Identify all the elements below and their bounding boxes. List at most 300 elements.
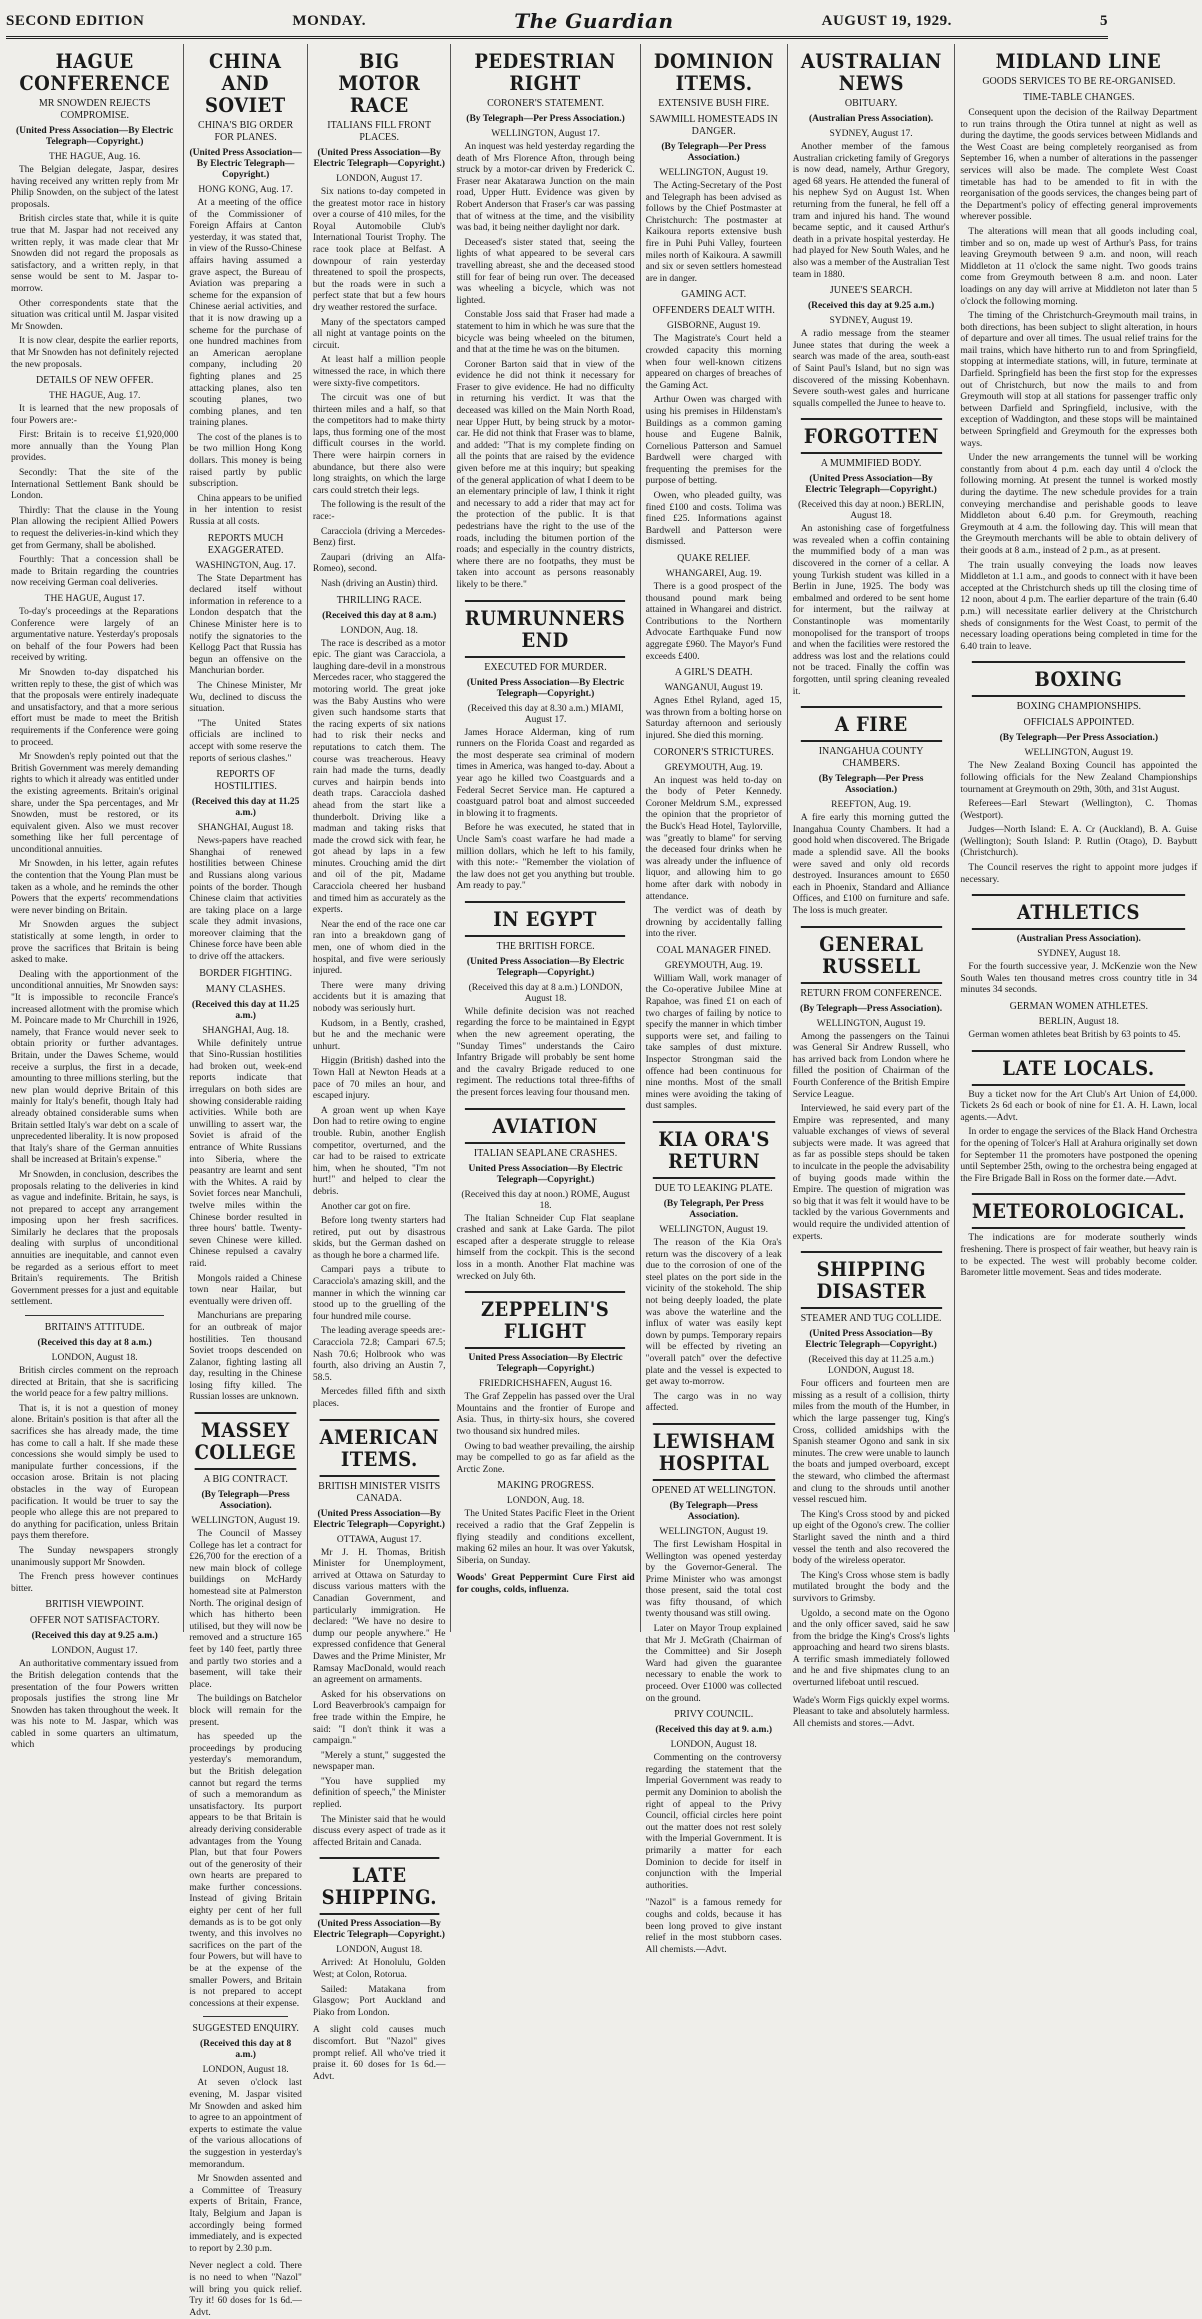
news-agency-credit: (By Telegraph—Press Association). xyxy=(800,1003,943,1014)
article-paragraph: Dealing with the apportionment of the unconditional annuities, Mr Snowden says: "It is impossible to reconcile France's increased allotment with the promise which M. Poincare made to Mr Churchill in 1926, namely, that France would never seek to obtain priority or further advantages. Britain, under the Dawes Scheme, would receive a surplus, the first in a decade, amounting to three millions sterling, but the new plan would deprive Britain of this mainly for Italy's benefit, though Italy had already obtained considerable sums when Britain settled Italy's war debt on a scale of unprecedented liberality. It is now proposed that Italy's share of the German annuities shall be increased at Britain's expense." xyxy=(11,969,179,1166)
article-headline: LEWISHAM HOSPITAL xyxy=(652,1423,775,1481)
column-4 xyxy=(451,44,640,1632)
dateline: WELLINGTON, August 19. xyxy=(659,1225,768,1235)
article-headline: METEOROLOGICAL. xyxy=(972,1193,1185,1229)
article-paragraph: There is a good prospect of the thousand pound mark being attained in Whangarei and district. Contributions to the Northern Advocate Earthquake Fund now aggregate £960. The Mayor's Fund exceeds £400. xyxy=(645,582,782,662)
article-paragraph: Asked for his observations on Lord Beaverbrook's campaign for free trade within the Empire, he said: "I don't think it was a campaign." xyxy=(312,1689,446,1747)
article-paragraph: An inquest was held yesterday regarding the death of Mrs Florence Afton, through being struck by a motor-car driven by Frederick C. Fraser near Akatarawa Junction on the main road, Upper Hutt. Evidence was given by Robert Anderson that Fraser's car was passing that of witness at the time, and the visibility was bad, it being neither daylight nor dark. xyxy=(456,142,635,234)
article-paragraph: To-day's proceedings at the Reparations Conference were largely of an argumentative nature. Yesterday's proposals on behalf of the four Powers had been received by writing. xyxy=(11,607,179,664)
article-subheading: TIME-TABLE CHANGES. xyxy=(1023,92,1135,103)
column-6 xyxy=(788,44,956,1729)
dateline: REEFTON, Aug. 19. xyxy=(831,800,911,811)
article-paragraph: The timing of the Christchurch-Greymouth mail trains, in both directions, has been subject to slight alteration, in hours of departure and over all times. The usual relief trains for the mail trains, which have hitherto run to and from Springfield, stopping at intermediate stations, will, in future, terminate at Darfield. Springfield has been the first stop for the expresses out of Christchurch, but now the mails to and from Greymouth will stop at all stations for passenger traffic only between Darfield and Springfield, inclusive, with the exception of Waddington, and these stops will be maintained between Springfield and Greymouth for the expresses both ways. xyxy=(960,311,1198,449)
article-subheading: EXTENSIVE BUSH FIRE. xyxy=(658,98,770,109)
article-subheading: SUGGESTED ENQUIRY. xyxy=(192,2023,299,2035)
news-agency-credit: (By Telegraph—Press Association). xyxy=(669,1500,758,1522)
article-subheading: EXECUTED FOR MURDER. xyxy=(484,661,607,673)
article-paragraph: Many of the spectators camped all night at vantage points on the circuit. xyxy=(312,317,446,351)
dateline: (Received this day at noon.) BERLIN, August 18. xyxy=(798,500,945,522)
article-subheading: OFFER NOT SATISFACTORY. xyxy=(29,1615,160,1627)
article-paragraph: There were many driving accidents but it is amazing that nobody was seriously hurt. xyxy=(312,980,446,1014)
article-paragraph: Mr Snowden's reply pointed out that the British Government was merely demanding rights to which it already was entitled under the existing agreements. Britain's original share, under the Spa percentages, and Mr Snowden, must be restored, or its equivalent given. Also we must recover something like her full percentage of unconditional annuities. xyxy=(11,752,179,855)
dateline: (Received this day at 8 a.m.) LONDON, August 18. xyxy=(468,982,623,1004)
article-paragraph: The Magistrate's Court held a crowded capacity this morning when four well-known citizens appeared on charges of breaches of the Gaming Act. xyxy=(645,334,782,391)
columns-container xyxy=(6,44,1198,2318)
article-subheading: THRILLING RACE. xyxy=(336,594,422,606)
article-paragraph: Zaupari (driving an Alfa-Romeo), second. xyxy=(312,552,446,575)
article-paragraph: "Merely a stunt," suggested the newspaper man. xyxy=(312,1750,446,1773)
dateline: LONDON, Aug. 18. xyxy=(340,625,418,636)
article-paragraph: The reason of the Kia Ora's return was the discovery of a leak due to the corrosion of one of the steel plates on the port side in the vicinity of the stokehold. The ship not being deeply loaded, the plate was above the waterline and the influx of water was easily kept down by pumps. Temporary repairs will be effected by riveting an "overall patch" over the defective plate and the vessel is expected to get away to-morrow. xyxy=(645,1238,782,1388)
article-paragraph: News-papers have reached Shanghai of renewed hostilities between Chinese and Russians along various points of the border. Though Chinese claim that activities are taking place on a large scale they admit invasions, moreover claiming that the Chinese force have been able to drive off the attackers. xyxy=(189,836,302,963)
article-paragraph: Before long twenty starters had retired, put out by disastrous skids, but the German dashed on as though he bore a charmed life. xyxy=(312,1216,446,1261)
article-headline: RUMRUNNERS END xyxy=(465,600,625,658)
article-paragraph: The Acting-Secretary of the Post and Telegraph has been advised as follows by the Chief Postmaster at Christchurch: The postmaster at Kaikoura reports extensive bush fire in Puhi Puhi Valley, fourteen miles north of Kaikoura. A sawmill and six or seven settlers homestead are in danger. xyxy=(645,181,782,284)
article xyxy=(456,50,634,592)
article-paragraph: Ugoldo, a second mate on the Ogono and the only officer saved, said he saw from the bridge the King's Cross's lights approaching and heard two sirens blasts. A terrific smash immediately followed and he and five shipmates clung to an overturned lifeboat until rescued. xyxy=(792,1608,950,1689)
article xyxy=(456,1480,634,1567)
news-agency-credit: United Press Association—By Electric Telegraph—Copyright.) xyxy=(468,1353,623,1375)
dateline: THE HAGUE, Aug. 16. xyxy=(49,152,141,162)
news-agency-credit: (United Press Association—By Electric Telegraph—Copyright.) xyxy=(466,956,625,978)
article-paragraph: The Minister said that he would discuss every aspect of trade as it affected Britain and Canada. xyxy=(312,1814,446,1848)
article-headline: ZEPPELIN'S FLIGHT xyxy=(465,1291,625,1349)
column-5 xyxy=(641,44,788,1955)
article-headline: A FIRE xyxy=(801,706,942,742)
article xyxy=(793,285,950,410)
article-paragraph: Four officers and fourteen men are missing as a result of a collision, thirty miles from the mouth of the Humber, in which the large passenger tug, King's Cross, collided amidships with the Spanish steamer Ogono and sank in six minutes. The crew were unable to launch the boats and jumped overboard, except the steward, who climbed the aftermast and clung to the shrouds until another vessel rescued him. xyxy=(792,1379,950,1506)
article-subheading: INANGAHUA COUNTY CHAMBERS. xyxy=(818,746,924,770)
article-headline: IN EGYPT xyxy=(465,901,625,937)
dateline: LONDON, August 17. xyxy=(51,1646,138,1657)
dateline: THE HAGUE, Aug. 17. xyxy=(49,391,141,402)
dateline: SYDNEY, August 19. xyxy=(829,316,913,327)
article xyxy=(189,50,302,529)
day-label: MONDAY. xyxy=(292,12,367,29)
article-subheading: GOODS SERVICES TO BE RE-ORGANISED. xyxy=(982,76,1176,87)
article-paragraph: The buildings on Batchelor block will remain for the present. xyxy=(189,1694,302,1728)
article-paragraph: Caracciola (driving a Mercedes-Benz) first. xyxy=(312,526,446,549)
article-paragraph: While definite decision was not reached regarding the force to be maintained in Egypt when the new agreement operating, the "Sunday Times" understands the Cairo Infantry Brigade will probably be sent home and the cavalry Brigade reduced to one regiment. The reductions total three-fifths of the present forces leaving four thousand men. xyxy=(456,1006,635,1099)
article-paragraph: For the fourth successive year, J. McKenzie won the New South Wales ten thousand metres cross country title in 34 minutes 34 seconds. xyxy=(960,962,1198,996)
advertisement: Woods' Great Peppermint Cure First aid for coughs, colds, influenza. xyxy=(456,1573,635,1595)
article-paragraph: Owen, who pleaded guilty, was fined £100 and costs. Tolima was fined £25. Informations against Bardwell and Patterson were dismissed. xyxy=(645,491,782,548)
dateline: WANGANUI, August 19. xyxy=(664,683,763,694)
dateline: SYDNEY, August 17. xyxy=(829,129,913,139)
article-subheading: REPORTS OF HOSTILITIES. xyxy=(214,769,277,793)
article-paragraph: At a meeting of the office of the Commissioner of Foreign Affairs at Canton yesterday, it was stated that, in view of the Russo-Chinese affairs having assumed a grave aspect, the Bureau of Aviation was preparing a scheme for the expansion of Chinese aerial activities, and that it is now drawing up a scheme for the purchase of one hundred machines from an American aeroplane company, including 20 fighting planes and 25 attacking planes, also ten scouting planes, two combing planes, and ten training planes. xyxy=(189,198,302,429)
article-subheading: MANY CLASHES. xyxy=(205,983,286,995)
dateline: (Received this day at noon.) ROME, August 18. xyxy=(461,1189,630,1211)
article-paragraph: Consequent upon the decision of the Railway Department to run trains through the Otira tunnel at night as well as during the daytime, the goods services between Midlands and the West Coast are being completely reorganised as from September 16, when a number of alterations in the passenger services will also be made. The complete West Coast timetable has had to be amended to fit in with the reorganisation of the goods services, the changes being part of the Department's policy of effecting general improvements wherever possible. xyxy=(960,108,1198,223)
article-paragraph: Another car got on fire. xyxy=(320,1201,411,1212)
news-agency-credit: (Received this day at 11.25 a.m.) xyxy=(191,797,300,819)
dateline: LONDON, August 18. xyxy=(202,2065,289,2076)
article-paragraph: Mr J. H. Thomas, British Minister for Unemployment, arrived at Ottawa on Saturday to discuss various matters with the Canadian Government, and particularly immigration. He declared: "We have no desire to dump our people anywhere." He expressed confidence that General Dawes and the Prime Minister, Mr Ramsay MacDonald, would reach an agreement on armaments. xyxy=(312,1547,446,1686)
dateline: BERLIN, August 18. xyxy=(1038,1017,1119,1028)
dateline: WELLINGTON, August 19. xyxy=(659,168,768,178)
dateline: GREYMOUTH, Aug. 19. xyxy=(664,960,763,971)
article-headline: LATE SHIPPING. xyxy=(320,1857,439,1915)
article-paragraph: The Graf Zeppelin has passed over the Ural Mountains and the frontier of Europe and Asia. Thus, in thirty-six hours, she covered two thousand six hundred miles. xyxy=(456,1392,635,1437)
article xyxy=(646,50,782,285)
article xyxy=(793,1251,950,1689)
column-3 xyxy=(308,44,452,2082)
news-agency-credit: (United Press Association—By Electric Telegraph—Copyright.) xyxy=(16,126,174,147)
divider xyxy=(203,2016,288,2017)
article-paragraph: The train usually conveying the loads now leaves Middleton at 1.1 a.m., and goods to connect with it have been accepted at the Christchurch sheds up till the closing time of 12 noon, about 4 p.m. The earlier departure of the train (6.40 p.m.) will necessitate earlier delivery at the Christchurch sheds of consignments for the West Coast, to permit of the necessary loading operations being completed in time for the 6.40 train to leave. xyxy=(960,560,1198,652)
advertisement: A slight cold causes much discomfort. But "Nazol" gives prompt relief. All who've tried it praise it. 60 doses for 1s 6d.—Advt. xyxy=(312,2025,446,2082)
article-paragraph: China appears to be unified in her intention to resist Russia at all costs. xyxy=(189,493,302,528)
article-subheading: BOXING CHAMPIONSHIPS. xyxy=(1016,701,1142,713)
article xyxy=(189,1732,302,2010)
dateline: OTTAWA, August 17. xyxy=(336,1534,422,1545)
dateline: LONDON, Aug. 18. xyxy=(506,1496,585,1507)
news-agency-credit: (Australian Press Association). xyxy=(1016,934,1141,945)
article xyxy=(313,1419,446,1850)
article-paragraph: James Horace Alderman, king of rum runners on the Florida Coast and regarded as the most desperate sea criminal of modern times in America, was hanged to-day. About a year ago he killed two Coastguards and a Federal Secret Service man. He captured a coastguard patrol boat and almost succeeded in blowing it to fragments. xyxy=(456,727,635,819)
news-agency-credit: (Australian Press Association). xyxy=(809,114,934,124)
article-subheading: MR SNOWDEN REJECTS COMPROMISE. xyxy=(38,98,151,121)
article-headline: CHINA AND SOVIET xyxy=(205,49,286,117)
edition-label: SECOND EDITION xyxy=(6,12,145,29)
article-subheading: ITALIANS FILL FRONT PLACES. xyxy=(327,120,432,143)
article-headline: MASSEY COLLEGE xyxy=(195,1412,296,1470)
article-paragraph: The State Department has declared itself without information in reference to a London despatch that the Chinese Minister here is to notify the signatories to the Kellogg Pact that Russia has begun an offensive on the Manchurian border. xyxy=(189,573,302,677)
article-paragraph: Later on Mayor Troup explained that Mr J. McGrath (Chairman of the Committee) and Sir Joseph Ward had given the guarantee necessary to enable the work to proceed. Over £1000 was collected on the ground. xyxy=(645,1624,782,1704)
article-subheading: JUNEE'S SEARCH. xyxy=(829,285,913,297)
article-subheading: BRITAIN'S ATTITUDE. xyxy=(44,1322,145,1334)
dateline: LONDON, August 17. xyxy=(336,174,423,184)
article-paragraph: Interviewed, he said every part of the Empire was represented, and many valuable exchanges of views of several subjects were made. It was agreed that as far as possible steps should be taken to inculcate in the people the advisability of buying goods made within the Empire. The question of migration was so big that it was felt it would have to be tackled by the various Governments and would require the undivided attention of experts. xyxy=(792,1104,950,1242)
article-headline: KIA ORA'S RETURN xyxy=(652,1121,775,1179)
article-paragraph: A groan went up when Kaye Don had to retire owing to engine trouble. Rubin, another English competitor, overturned, and the car had to be raised to extricate him, when he shouted, "I'm not hurt!" and helped to clear the debris. xyxy=(312,1105,446,1197)
news-agency-credit: (By Telegraph—Per Press Association.) xyxy=(661,142,767,163)
dateline: (Received this day at 8.30 a.m.) MIAMI, August 17. xyxy=(467,703,624,725)
article xyxy=(793,418,950,698)
article-paragraph: While definitely untrue that Sino-Russian hostilities had broken out, week-end reports indicate that irregulars on both sides are showing considerable raiding activities. While both are unwilling to assert war, the Soviet is afraid of the entrance of White Russians into Siberia, where the peasantry are learnt and sent with the Whites. A raid by Soviet forces near Manchuli, twelve miles within the Chinese border resulted in three hours' battle. Twenty-seven Chinese were killed. Chinese repulsed a cavalry raid. xyxy=(189,1038,302,1269)
article xyxy=(960,1050,1197,1186)
article xyxy=(189,769,302,964)
dateline: WELLINGTON, August 19. xyxy=(659,1526,768,1537)
dateline: LONDON, August 18. xyxy=(51,1353,138,1364)
dateline: LONDON, August 18. xyxy=(670,1740,757,1751)
article-paragraph: It is now clear, despite the earlier reports, that Mr Snowden has not definitely rejected the new proposals. xyxy=(11,336,179,370)
dateline: WELLINGTON, August 19. xyxy=(1024,748,1134,759)
article-paragraph: William Wall, work manager of the Co-operative Jubilee Mine at Rapahoe, was fined £1 on each of two charges of failing by notice to specify the manner in which timber supports were set, and failing to take samples of dust mixture. Inspector Strongman said the offence had been continuous for nine months. Most of the small mines were avoiding the taking of dust samples. xyxy=(645,973,782,1112)
article-headline: FORGOTTEN xyxy=(801,418,942,454)
article-subheading: GAMING ACT. xyxy=(681,289,747,301)
article-paragraph: Fourthly: That a concession shall be made to Britain regarding the countries now receiving German coal deliveries. xyxy=(11,555,179,589)
article-subheading: COAL MANAGER FINED. xyxy=(656,944,771,956)
article xyxy=(646,747,782,941)
article-paragraph: German women athletes beat British by 63 points to 45. xyxy=(968,1030,1181,1041)
article-paragraph: Under the new arrangements the tunnel will be working constantly from about 4 p.m. each day until 4 o'clock the following morning. At present the tunnel is worked mostly during the daytime. The new schedule provides for a train conveying merchandise and perishable goods to leave Middleton about 6.40 p.m. for Greymouth, reaching Greymouth at 4 a.m. the following day. This will mean that the Greymouth merchants will be able to obtain delivery of their goods at 8 a.m., instead of 2 p.m., as at present. xyxy=(960,453,1198,556)
article-subheading: BRITISH MINISTER VISITS CANADA. xyxy=(318,1480,441,1504)
article xyxy=(960,50,1197,653)
article-paragraph: The cargo was in no way affected. xyxy=(645,1391,782,1414)
article-paragraph: Nash (driving an Austin) third. xyxy=(320,579,438,589)
news-agency-credit: (Received this day at 9.25 a.m.) xyxy=(808,301,935,312)
article xyxy=(189,1412,302,1729)
article-paragraph: The verdict was of death by drowning by accidentally falling into the river. xyxy=(645,906,782,940)
article-subheading: GERMAN WOMEN ATHLETES. xyxy=(1009,1001,1149,1013)
article-paragraph: Mongols raided a Chinese town near Hailar, but eventually were driven off. xyxy=(189,1273,302,1307)
dateline: SHANGHAI, Aug. 18. xyxy=(202,1025,290,1036)
article-headline: BIG MOTOR RACE xyxy=(338,49,421,117)
article-paragraph: Before he was executed, he stated that in Uncle Sam's coast warfare he had made a million dollars, which he left to his family, with this note:- "Remember the violation of the law does not get you anything but trouble. Am ready to pay." xyxy=(456,823,635,892)
article-paragraph: At least half a million people witnessed the race, in which there were sixty-five competitors. xyxy=(312,355,446,389)
article-subheading: DUE TO LEAKING PLATE. xyxy=(654,1183,773,1194)
article-paragraph: Mr Snowden, in conclusion, describes the proposals relating to the deliveries in kind as vague and indefinite. Britain, he says, is not prepared to accept any arrangement imposing upon her fresh sacrifices. Similarly he declares that the proposals dealing with surplus of unconditional annuities are inequitable, and cannot even be regarded as a serious effort to meet Britain's requirements. The British Government presses for a just and equitable settlement. xyxy=(11,1169,179,1308)
article-paragraph: The leading average speeds are:- Caracciola 72.8; Campari 67.5; Nash 70.6; Holbrook who was fourth, also driving an Austin 7, 58.5. xyxy=(312,1326,446,1383)
article xyxy=(313,1857,446,2019)
news-agency-credit: (Received this day at 11.25 a.m.) xyxy=(191,999,300,1021)
article-subheading: ITALIAN SEAPLANE CRASHES. xyxy=(473,1147,618,1159)
article xyxy=(11,1322,178,1595)
news-agency-credit: (Received this day at 9.25 a.m.) xyxy=(31,1631,158,1642)
article-paragraph: The Belgian delegate, Jaspar, desires having received any written reply from Mr Philip Snowden, on the subject of the latest proposals. xyxy=(11,165,179,210)
article xyxy=(960,1193,1197,1279)
article-paragraph: The King's Cross whose stem is badly mutilated brought the body and the survivors to Grimsby. xyxy=(792,1570,950,1604)
column-2 xyxy=(184,44,308,2318)
article-subheading: BORDER FIGHTING. xyxy=(199,967,293,979)
article-paragraph: It is learned that the new proposals of four Powers are:- xyxy=(11,404,179,426)
article-subheading: STEAMER AND TUG COLLIDE. xyxy=(800,1313,942,1325)
article-subheading: CORONER'S STRICTURES. xyxy=(653,746,774,758)
article-subheading: DETAILS OF NEW OFFER. xyxy=(36,375,154,387)
article-paragraph: The first Lewisham Hospital in Wellington was opened yesterday by the Governor-General. The Prime Minister who was amongst those present, said the total cost was fifty thousand, of which twenty thousand was still owing. xyxy=(645,1539,782,1620)
article xyxy=(11,594,178,1309)
article-paragraph: Mr Snowden argues the subject statistically at some length, in order to prove the sacrifices that Britain is being asked to make. xyxy=(11,920,179,966)
article-subheading: A MUMMIFIED BODY. xyxy=(820,458,922,470)
article xyxy=(646,1121,782,1415)
article xyxy=(189,968,302,1404)
article-paragraph: has speeded up the proceedings by producing yesterday's memorandum, but the British delegation cannot but regard the terms of such a memorandum as unsatisfactory. Its purport appears to be that Britain is already deriving considerable advantages from the Young Plan, but that four Powers out of the generosity of their own hearts are prepared to make further concessions. Instead of giving Britain eighty per cent of her full demands as is to be got only twenty, and this involves no sacrifices on the part of the four Powers, but will have to be at the expense of the smaller Powers, and Britain is not prepared to accept concessions at their expense. xyxy=(189,1732,302,2009)
article-paragraph: In order to engage the services of the Black Hand Orchestra for the opening of Tolcer's Hall at Arahura originally set down for September 11 the promoters have postponed the opening until September 25th, owing to the orchestra being engaged at the Fire Brigade Ball in Ross on the former date.—Advt. xyxy=(960,1127,1198,1184)
article xyxy=(189,2023,302,2255)
article-paragraph: The King's Cross stood by and picked up eight of the Ogono's crew. The collier Starlight saved the ninth and a third vessel the tenth and also recovered the body of the wireless operator. xyxy=(792,1509,950,1567)
article-paragraph: Kudsom, in a Bently, crashed, but he and the mechanic were unhurt. xyxy=(312,1018,446,1052)
article xyxy=(313,50,446,591)
news-agency-credit: (By Telegraph, Per Press Association. xyxy=(663,1199,764,1220)
article-headline: AVIATION xyxy=(465,1108,625,1144)
article-subheading: OFFICIALS APPOINTED. xyxy=(1023,717,1135,729)
article-subheading: CHINA'S BIG ORDER FOR PLANES. xyxy=(198,120,294,143)
article xyxy=(189,533,302,766)
dateline: THE HAGUE, August 17. xyxy=(44,594,145,604)
article-paragraph: The indications are for moderate southerly winds freshening. There is prospect of fair weather, but heavy rain is to be expected. The west will probably become colder. Barometer little movement. Seas and tides moderate. xyxy=(960,1233,1198,1279)
article-headline: GENERAL RUSSELL xyxy=(801,926,942,984)
news-agency-credit: (Received this day at 9. a.m.) xyxy=(655,1725,772,1736)
news-agency-credit: (United Press Association—By Electric Telegraph—Copyright.) xyxy=(189,148,302,180)
dateline: LONDON, August 18. xyxy=(336,1945,423,1956)
article xyxy=(793,926,950,1244)
dateline: WASHINGTON, Aug. 17. xyxy=(195,560,296,571)
article-paragraph: An authoritative commentary issued from the British delegation contends that the presentation of the four Powers written proposals justifies the strong line Mr Snowden has taken throughout the week. It was his note to M. Jaspar, which was cabled in some quarters an ultimatum, which xyxy=(11,1659,179,1751)
news-agency-credit: (By Telegraph—Per Press Association.) xyxy=(818,774,924,796)
advertisement: Wade's Worm Figs quickly expel worms. Pleasant to take and absolutely harmless. All chemists and stores.—Advt. xyxy=(792,1695,950,1729)
article-subheading: BRITISH VIEWPOINT. xyxy=(45,1599,144,1611)
article-paragraph: Mr Snowden, in his letter, again refutes the contention that the Young Plan must be taken as a whole, and he reminds the other Powers that the experts' recommendations were never binding on Britain. xyxy=(11,859,179,916)
news-agency-credit: (United Press Association—By Electric Telegraph—Copyright.) xyxy=(466,677,625,699)
advertisement: "Nazol" is a famous remedy for coughs and colds, because it has been long proved to give instant relief in the most stubborn cases. All chemists.—Advt. xyxy=(645,1898,782,1955)
article xyxy=(646,1709,782,1892)
article-paragraph: Another member of the famous Australian cricketing family of Gregorys is now dead, namely, Arthur Gregory, aged 68 years. He attended the funeral of his nephew Syd on August 1st. When returning from the funeral, he fell off a tram and injured his hand. The wound became septic, and it caused Arthur's death in a private hospital yesterday. He had played for New South Wales, and he also was a member of the Australian Test team in 1880. xyxy=(792,142,950,280)
article-paragraph: The Council reserves the right to appoint more judges if necessary. xyxy=(960,863,1198,885)
article xyxy=(646,667,782,742)
article-paragraph: Commenting on the controversy regarding the statement that the Imperial Government was ready to permit any Dominion to abolish the right of appeal to the Privy Council, official circles here point out the matter does not rest solely with the Imperial Government. It is primarily a matter for each Dominion to decide for itself in conjunction with the Imperial authorities. xyxy=(645,1753,782,1891)
article xyxy=(646,553,782,663)
article-paragraph: Manchurians are preparing for an outbreak of major hostilities. Ten thousand Soviet troops descended on Zalanor, fighting lasting all day, resulting in the Chinese losing fifty killed. The Russian losses are unknown. xyxy=(189,1311,302,1403)
news-agency-credit: United Press Association—By Electric Telegraph—Copyright.) xyxy=(468,1163,623,1185)
article xyxy=(456,1291,634,1476)
news-agency-credit: (Received this day at 8 a.m.) xyxy=(322,610,437,621)
article-paragraph: Secondly: That the site of the International Settlement Bank should be London. xyxy=(11,468,179,502)
article xyxy=(793,706,950,917)
article xyxy=(646,1423,782,1705)
article-paragraph: Other correspondents state that the situation was critical until M. Jaspar visited Mr Snowden. xyxy=(11,298,179,332)
article-paragraph: British circles state that, while it is quite true that M. Jaspar had not received any written reply, it was made clear that Mr Snowden did not regard the proposals as satisfactory, and a written reply, in that sense would be sent to M. Jaspar to-morrow. xyxy=(11,214,179,294)
masthead xyxy=(6,6,1108,39)
article-paragraph: The alterations will mean that all goods including coal, timber and so on, made up west of Arthur's Pass, for trains leaving Greymouth between 9 a.m. and noon, will reach Middleton at 11 o'clock the same night. Two goods trains come from Greymouth between 8 a.m. and noon. Later loadings on any day will arrive at Middleton not later than 5 o'clock the following morning. xyxy=(960,226,1198,307)
article-paragraph: Among the passengers on the Tainui was General Sir Andrew Russell, who has arrived back from London where he filled the position of Chairman of the Fourth Conference of the British Empire Service League. xyxy=(792,1031,950,1100)
news-agency-credit: (United Press Association—By Electric Telegraph—Copyright.) xyxy=(313,148,445,169)
article-subheading: RETURN FROM CONFERENCE. xyxy=(800,987,942,999)
article-paragraph: The Italian Schneider Cup Flat seaplane crashed and sank at Lake Garda. The pilot escaped after a desperate struggle to release himself from the cockpit. This is the second loss in a month. Another Flat machine was wrecked on July 6th. xyxy=(456,1213,635,1282)
news-agency-credit: (By Telegraph—Per Press Association.) xyxy=(999,733,1159,744)
date-label: AUGUST 19, 1929. xyxy=(821,12,952,29)
page-number: 5 xyxy=(1100,12,1108,29)
article-paragraph: Coroner Barton said that in view of the evidence he did not think it necessary for Fraser to give evidence. He had no difficulty in returning his verdict. It was that the deceased was killed on the Main North Road, near Upper Hutt, by being struck by a motor-car. He did not think that Fraser was to blame, and added: "That is my complete finding on all the points that are raised by the evidence given before me at this inquiry; but speaking of the general application of what I deem to be an elementary principle of law, I think it right and necessary to add a rider that may act for the protection of the public. It is that pedestrians have the right to the use of the roads, including the bitumen portion of the roads; and especially in the country districts, where there are no footpaths, they must be taken into account as persons reasonably likely to be there." xyxy=(456,359,635,590)
article-headline: SHIPPING DISASTER xyxy=(801,1251,942,1309)
dateline: (Received this day at 11.25 a.m.) LONDON, August 18. xyxy=(808,1355,934,1377)
article-headline: BOXING xyxy=(972,661,1185,697)
news-agency-credit: (By Telegraph—Press Association). xyxy=(201,1490,290,1512)
article-paragraph: Agnes Ethel Ryland, aged 15, was thrown from a bolting horse on Saturday afternoon and seriously injured. She died this morning. xyxy=(645,696,782,741)
article-paragraph: The cost of the planes is to be two million Hong Kong dollars. This money is being raised partly by public subscription. xyxy=(189,432,302,490)
dateline: GREYMOUTH, Aug. 19. xyxy=(664,762,763,773)
article-paragraph: An inquest was held to-day on the body of Peter Kennedy. Coroner Meldrum S.M., expressed the opinion that the proprietor of the Buck's Head Hotel, Taylorville, was "greatly to blame" for serving the deceased four drinks when he was already under the influence of liquor, and allowing him to go home after dark with nobody in attendance. xyxy=(645,775,782,902)
dateline: WELLINGTON, August 19. xyxy=(816,1018,926,1029)
article-subheading: OFFENDERS DEALT WITH. xyxy=(652,305,775,317)
column-1 xyxy=(6,44,184,1751)
column-7 xyxy=(955,44,1202,1632)
article-headline: ATHLETICS xyxy=(972,894,1185,930)
article-subheading: OBITUARY. xyxy=(844,98,898,109)
news-agency-credit: (United Press Association—By Electric Telegraph—Copyright.) xyxy=(805,474,937,496)
article xyxy=(646,289,782,549)
article-subheading: PRIVY COUNCIL. xyxy=(674,1709,754,1721)
article-headline: DOMINION ITEMS. xyxy=(653,49,774,95)
article-headline: AUSTRALIAN NEWS xyxy=(800,49,942,95)
article-paragraph: An astonishing case of forgetfulness was revealed when a coffin containing the mummified body of a man was discovered in the corner of a cellar. A young Turkish student was killed in a Berlin in June, 1925. The body was embalmed and ordered to be sent home for interment, but the railway at Constantinople was momentarily monopolised for the transport of troops and when the facilities were restored the address was lost and the relations could not be traced. Finally the coffin was forgotten, until spring cleaning revealed it. xyxy=(792,524,950,697)
article-paragraph: Near the end of the race one car ran into a breakdown gang of men, one of whom died in the hospital, and five were seriously injured. xyxy=(312,919,446,977)
article-paragraph: Arthur Owen was charged with using his premises in Hildenstam's Buildings as a common gaming house and Eugene Balnik, Cornelious Patterson and Samuel Bardwell were charged with frequenting the premises for the purpose of betting. xyxy=(645,395,782,487)
dateline: GISBORNE, August 19. xyxy=(666,321,761,332)
news-agency-credit: (By Telegraph—Per Press Association.) xyxy=(466,114,625,124)
dateline: WHANGAREI, Aug. 19. xyxy=(665,569,762,580)
article-paragraph: Judges—North Island: E. A. Cr (Auckland), B. A. Guise (Wellington); South Island: P. Rutlin (Otago), D. Baybutt (Christchurch). xyxy=(960,825,1198,859)
article-subheading: CORONER'S STATEMENT. xyxy=(487,98,605,109)
article-paragraph: The circuit was one of but thirteen miles and a half, so that the competitors had to make thirty laps, thus forming one of the most difficult courses in the world. There were hairpin corners in abundance, but there also were long straights, on which the large cars could stretch their legs. xyxy=(312,393,446,496)
article-headline: PEDESTRIAN RIGHT xyxy=(474,49,617,95)
article xyxy=(11,50,178,371)
article xyxy=(11,375,178,590)
article-paragraph: Deceased's sister stated that, seeing the lights of what appeared to be several cars travelling abreast, she and the deceased stood still for fear of being run over. The deceased was wheeling a bicycle, which was not lighted. xyxy=(456,237,635,306)
advertisement: Never neglect a cold. There is no need to when "Nazol" will bring you quick relief. Try it! 60 doses for 1s 6d.—Advt. xyxy=(189,2261,302,2318)
article-paragraph: Mercedes filled fifth and sixth places. xyxy=(312,1387,446,1409)
article-headline: LATE LOCALS. xyxy=(972,1050,1185,1086)
dateline: HONG KONG, Aug. 17. xyxy=(198,185,293,195)
article-paragraph: The New Zealand Boxing Council has appointed the following officials for the New Zealand Championships tournament at Greymouth on 29th, 30th, and 31st August. xyxy=(960,761,1198,795)
news-agency-credit: (Received this day at 8 a.m.) xyxy=(199,2039,292,2061)
article xyxy=(960,1001,1197,1042)
article-paragraph: British circles comment on the reproach directed at Britain, that she is sacrificing the world peace for a few paltry millions. xyxy=(11,1366,179,1400)
article-paragraph: A fire early this morning gutted the Inangahua County Chambers. It had a good hold when discovered. The Brigade made a splendid save. All the books were saved and only old records destroyed. Insurances amount to £650 each in Phoenix, Standard and Alliance Offices, and £100 on furniture and safe. The loss is much greater. xyxy=(792,813,950,916)
article-paragraph: Owing to bad weather prevailing, the airship may be compelled to go as far afield as the Arctic Zone. xyxy=(456,1441,635,1475)
article-paragraph: Referees—Earl Stewart (Wellington), C. Thomas (Westport). xyxy=(960,799,1198,821)
article-headline: AMERICAN ITEMS. xyxy=(320,1419,439,1477)
article-paragraph: "The United States officials are inclined to accept with some reserve the reports of serious clashes." xyxy=(189,718,302,764)
article-paragraph: Buy a ticket now for the Art Club's Art Union of £4,000. Tickets 2s 6d each or book of nine for £1. A. H. Lawn, local agents.—Advt. xyxy=(960,1089,1198,1123)
dateline: SHANGHAI, August 18. xyxy=(197,823,294,834)
article-paragraph: The Council of Massey College has let a contract for £26,700 for the erection of a new main block of college buildings on McHardy homestead site at Palmerston North. The original design of which has hitherto been utilised, but they will now be removed and a structure 165 feet by 140 feet, partly three and partly two stories and a basement, will take their place. xyxy=(189,1529,302,1690)
dateline: FRIEDRICHSHAFEN, August 16. xyxy=(479,1379,613,1390)
article-subheading: OPENED AT WELLINGTON. xyxy=(651,1484,776,1496)
article xyxy=(960,661,1197,886)
article-paragraph: Six nations to-day competed in the greatest motor race in history over a course of 410 miles, for the Royal Automobile Club's International Tourist Trophy. The race took place at Belfast. A downpour of rain yesterday threatened to spoil the prospects, but the roads were in such a perfect state that but a few hours dry weather restored the surface. xyxy=(312,187,446,313)
article-subheading: THE BRITISH FORCE. xyxy=(496,940,595,952)
article xyxy=(456,600,634,893)
dateline: WELLINGTON, August 19. xyxy=(191,1516,300,1527)
newspaper-title: The Guardian xyxy=(514,9,674,33)
article xyxy=(793,50,950,281)
news-agency-credit: (Received this day at 8 a.m.) xyxy=(37,1338,152,1349)
article-subheading: MAKING PROGRESS. xyxy=(497,1480,594,1492)
article xyxy=(11,1599,178,1752)
article-paragraph: The following is the result of the race:- xyxy=(312,500,446,523)
article-paragraph: The race is described as a motor epic. The giant was Caracciola, a laughing dare-devil in a monstrous Mercedes racer, who staggered the motoring world. The great joke was the Baby Austins who were given such handsome starts that the racing experts of six nations had to risk their necks and reputations to catch them. The course was treacherous. Heavy rain had made the turns, deadly curves and hairpin bends into death traps. Caracciola dashed ahead from the start like a thunderbolt. Driving like a madman and taking risks that made the crowd sick with fear, he got ahead by laps in a few minutes. Crouching amid the dirt and oil of the pit, Madame Caracciola cheered her husband and timed him as accurately as the experts. xyxy=(312,638,446,916)
article-paragraph: The Sunday newspapers strongly unanimously support Mr Snowden. xyxy=(11,1545,179,1568)
article-paragraph: Campari pays a tribute to Caracciola's amazing skill, and the manner in which the winning car stood up to the gruelling of the four hundred mile course. xyxy=(312,1265,446,1322)
article xyxy=(313,595,446,1411)
article-paragraph: Mr Snowden assented and a Committee of Treasury experts of Britain, France, Italy, Belgium and Japan is accordingly being formed immediately, and is expected to report by 2.30 p.m. xyxy=(189,2174,302,2254)
dateline: WELLINGTON, August 17. xyxy=(491,129,600,139)
article-paragraph: A radio message from the steamer Junee states that during the week a search was made of the area, south-east of Saint Paul's Island, but no sign was discovered of the missing Kobenhavn. Severe south-west gales and hurricane squalls compelled the Junee to heave to. xyxy=(792,329,950,409)
news-agency-credit: (United Press Association—By Electric Telegraph—Copyright.) xyxy=(313,1508,445,1530)
article-paragraph: The United States Pacific Fleet in the Orient received a radio that the Graf Zeppelin is flying steadily and conditions excellent, making 62 miles an hour. It was over Yakutsk, Siberia, on Sunday. xyxy=(456,1509,635,1566)
news-agency-credit: (United Press Association—By Electric Telegraph—Copyright.) xyxy=(313,1919,445,1941)
article-paragraph: Arrived: At Honolulu, Golden West; at Colon, Rotorua. xyxy=(312,1958,446,1981)
article-paragraph: First: Britain is to receive £1,920,000 more annually than the Young Plan provides. xyxy=(11,430,179,464)
article-paragraph: At seven o'clock last evening, M. Jaspar visited Mr Snowden and asked him to agree to an appointment of experts to estimate the value of the various allocations of the suggestion in yesterday's memorandum. xyxy=(189,2078,302,2170)
article-paragraph: Sailed: Matakana from Glasgow; Port Auckland and Piako from London. xyxy=(312,1984,446,2018)
dateline: SYDNEY, August 18. xyxy=(1037,949,1121,960)
article-paragraph: Higgin (British) dashed into the Town Hall at Newton Heads at a pace of 70 miles an hour, and escaped injury. xyxy=(312,1056,446,1102)
article-subheading: QUAKE RELIEF. xyxy=(677,553,751,565)
article-paragraph: That is, it is not a question of money alone. Britain's position is that after all the sacrifices she has already made, the time has come to call a halt. If she made these concessions she would simply be used to manipulate further concessions, if the occasion arose. Britain is not placing obstacles in the way of European pacification. It would be truer to say the people who allege this are not prepared to do anything for pacification, unless Britain pays them therefore. xyxy=(11,1403,179,1542)
article-paragraph: The French press however continues bitter. xyxy=(11,1572,179,1594)
article xyxy=(456,1108,634,1284)
article-subheading: A GIRL'S DEATH. xyxy=(674,667,753,679)
article-subheading: REPORTS MUCH EXAGGERATED. xyxy=(207,532,284,556)
article-paragraph: Mr Snowden to-day dispatched his written reply to these, the gist of which was that the proposals were entirely inadequate and unsatisfactory, and that a more serious effort must be made to meet the British requirements if the Conference were going to proceed. xyxy=(11,667,179,748)
article-headline: HAGUE CONFERENCE xyxy=(19,49,171,95)
article-subheading: A BIG CONTRACT. xyxy=(203,1474,288,1486)
article-paragraph: Thirdly: That the clause in the Young Plan allowing the recipient Allied Powers to request the deliveries-in-kind which they get from Germany, shall be abolished. xyxy=(11,505,179,551)
article xyxy=(646,945,782,1113)
